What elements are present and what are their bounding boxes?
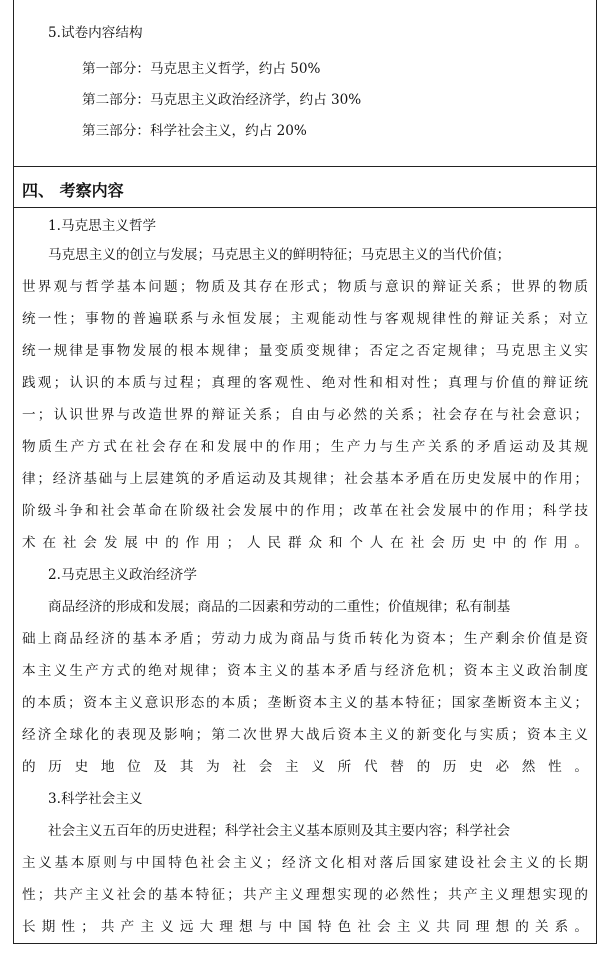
economics-heading: 2.马克思主义政治经济学 <box>48 567 197 583</box>
philosophy-line-8: 律；经济基础与上层建筑的矛盾运动及其规律；社会基本矛盾在历史发展中的作用； <box>22 471 590 487</box>
philosophy-line-4: 统一规律是事物发展的根本规律；量变质变规律；否定之否定规律；马克思主义实 <box>22 343 591 359</box>
socialism-line-1: 社会主义五百年的历史进程；科学社会主义基本原则及其主要内容；科学社会 <box>48 823 511 839</box>
philosophy-line-10: 术在社会发展中的作用；人民群众和个人在社会历史中的作用。 <box>22 535 595 551</box>
socialism-line-3: 性；共产主义社会的基本特征；共产主义理想实现的必然性；共产主义理想实现的 <box>22 887 591 903</box>
philosophy-line-1: 马克思主义的创立与发展；马克思主义的鲜明特征；马克思主义的当代价值； <box>48 247 511 263</box>
structure-item-1: 第一部分：马克思主义哲学，约占 50% <box>82 61 321 77</box>
economics-line-1: 商品经济的形成和发展；商品的二因素和劳动的二重性；价值规律；私有制基 <box>48 599 511 615</box>
economics-line-4: 的本质；资本主义意识形态的本质；垄断资本主义的基本特征；国家垄断资本主义； <box>22 695 590 711</box>
philosophy-line-9: 阶级斗争和社会革命在阶级社会发展中的作用；改革在社会发展中的作用；科学技 <box>22 503 591 519</box>
structure-item-2: 第二部分：马克思主义政治经济学，约占 30% <box>82 92 362 108</box>
structure-item-3: 第三部分：科学社会主义，约占 20% <box>82 123 307 139</box>
philosophy-line-7: 物质生产方式在社会存在和发展中的作用；生产力与生产关系的矛盾运动及其规 <box>22 439 591 455</box>
economics-line-5: 经济全球化的表现及影响；第二次世界大战后资本主义的新变化与实质；资本主义 <box>22 727 591 743</box>
economics-line-2: 础上商品经济的基本矛盾；劳动力成为商品与货币转化为资本；生产剩余价值是资 <box>22 631 591 647</box>
philosophy-line-2: 世界观与哲学基本问题；物质及其存在形式；物质与意识的辩证关系；世界的物质 <box>22 279 591 295</box>
structure-heading: 5.试卷内容结构 <box>48 25 143 41</box>
section-title: 四、 考察内容 <box>22 181 124 200</box>
philosophy-line-3: 统一性；事物的普遍联系与永恒发展；主观能动性与客观规律性的辩证关系；对立 <box>22 311 591 327</box>
socialism-heading: 3.科学社会主义 <box>48 791 143 807</box>
table-divider-top <box>13 166 597 167</box>
philosophy-line-5: 践观；认识的本质与过程；真理的客观性、绝对性和相对性；真理与价值的辩证统 <box>22 375 591 391</box>
philosophy-line-6: 一；认识世界与改造世界的辩证关系；自由与必然的关系；社会存在与社会意识； <box>22 407 591 423</box>
socialism-line-4: 长期性；共产主义远大理想与中国特色社会主义共同理想的关系。 <box>22 919 595 935</box>
socialism-line-2: 主义基本原则与中国特色社会主义；经济文化相对落后国家建设社会主义的长期 <box>22 855 591 871</box>
economics-line-6: 的历史地位及其为社会主义所代替的历史必然性。 <box>22 759 601 775</box>
philosophy-heading: 1.马克思主义哲学 <box>48 218 157 234</box>
economics-line-3: 本主义生产方式的绝对规律；资本主义的基本矛盾与经济危机；资本主义政治制度 <box>22 663 591 679</box>
table-divider-bottom <box>13 207 597 208</box>
